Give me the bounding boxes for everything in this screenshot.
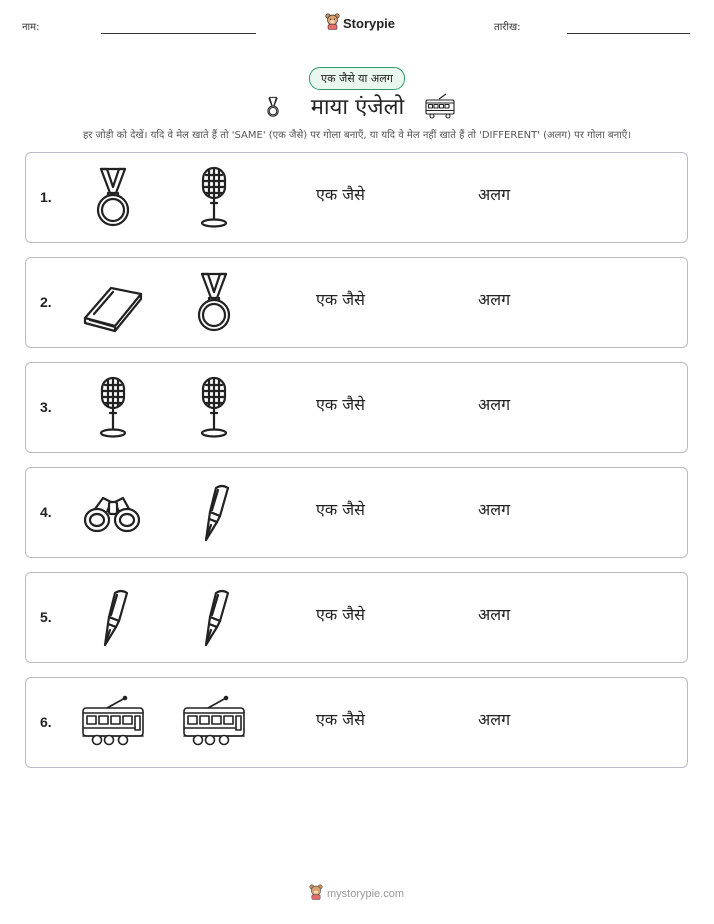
name-label: नाम: [22,22,40,33]
different-option[interactable]: अलग [478,185,511,204]
microphone-icon [182,165,246,229]
topic-pill: एक जैसे या अलग [309,67,405,90]
book-icon [81,270,145,334]
trolley-icon [424,93,456,125]
different-option[interactable]: अलग [478,605,511,624]
trolley-icon [182,690,246,754]
different-option[interactable]: अलग [478,500,511,519]
same-option[interactable]: एक जैसे [316,710,365,729]
footer [309,884,404,904]
different-option[interactable]: अलग [478,710,511,729]
fountain-pen-icon [182,480,246,544]
row-number: 6. [40,714,52,730]
question-row [25,467,688,558]
same-option[interactable]: एक जैसे [316,605,365,624]
page-title: माया एंजेलो [310,95,405,120]
medal-icon [182,270,246,334]
medal-icon [262,91,284,127]
row-number: 5. [40,609,52,625]
row-number: 1. [40,189,52,205]
question-row [25,257,688,348]
row-number: 4. [40,504,52,520]
trolley-icon [81,690,145,754]
microphone-icon [182,375,246,439]
fountain-pen-icon [182,585,246,649]
brand-logo [325,13,395,34]
instructions: हर जोड़ी को देखें। यदि वे मेल खाते हैं तो 'SAME' (एक जैसे) पर गोला बनाएँ, या यदि वे मेल नहीं खाते हैं तो 'DIFFERENT' (अलग) पर गोला बनाएँ। [82,130,632,141]
bear-mascot-icon [325,13,340,34]
question-row [25,152,688,243]
medal-icon [81,165,145,229]
fountain-pen-icon [81,585,145,649]
row-number: 2. [40,294,52,310]
binoculars-icon [81,480,145,544]
question-row [25,572,688,663]
date-label: तारीख: [494,22,521,33]
same-option[interactable]: एक जैसे [316,395,365,414]
same-option[interactable]: एक जैसे [316,185,365,204]
title-row [0,89,714,125]
bear-mascot-icon [309,884,323,904]
brand-name: Storypie [343,16,396,31]
question-row [25,677,688,768]
different-option[interactable]: अलग [478,395,511,414]
same-option[interactable]: एक जैसे [316,290,365,309]
row-number: 3. [40,399,52,415]
question-row [25,362,688,453]
same-option[interactable]: एक जैसे [316,500,365,519]
different-option[interactable]: अलग [478,290,511,309]
footer-link[interactable]: mystorypie.com [327,888,405,900]
date-line [567,33,690,34]
name-line [101,33,256,34]
microphone-icon [81,375,145,439]
